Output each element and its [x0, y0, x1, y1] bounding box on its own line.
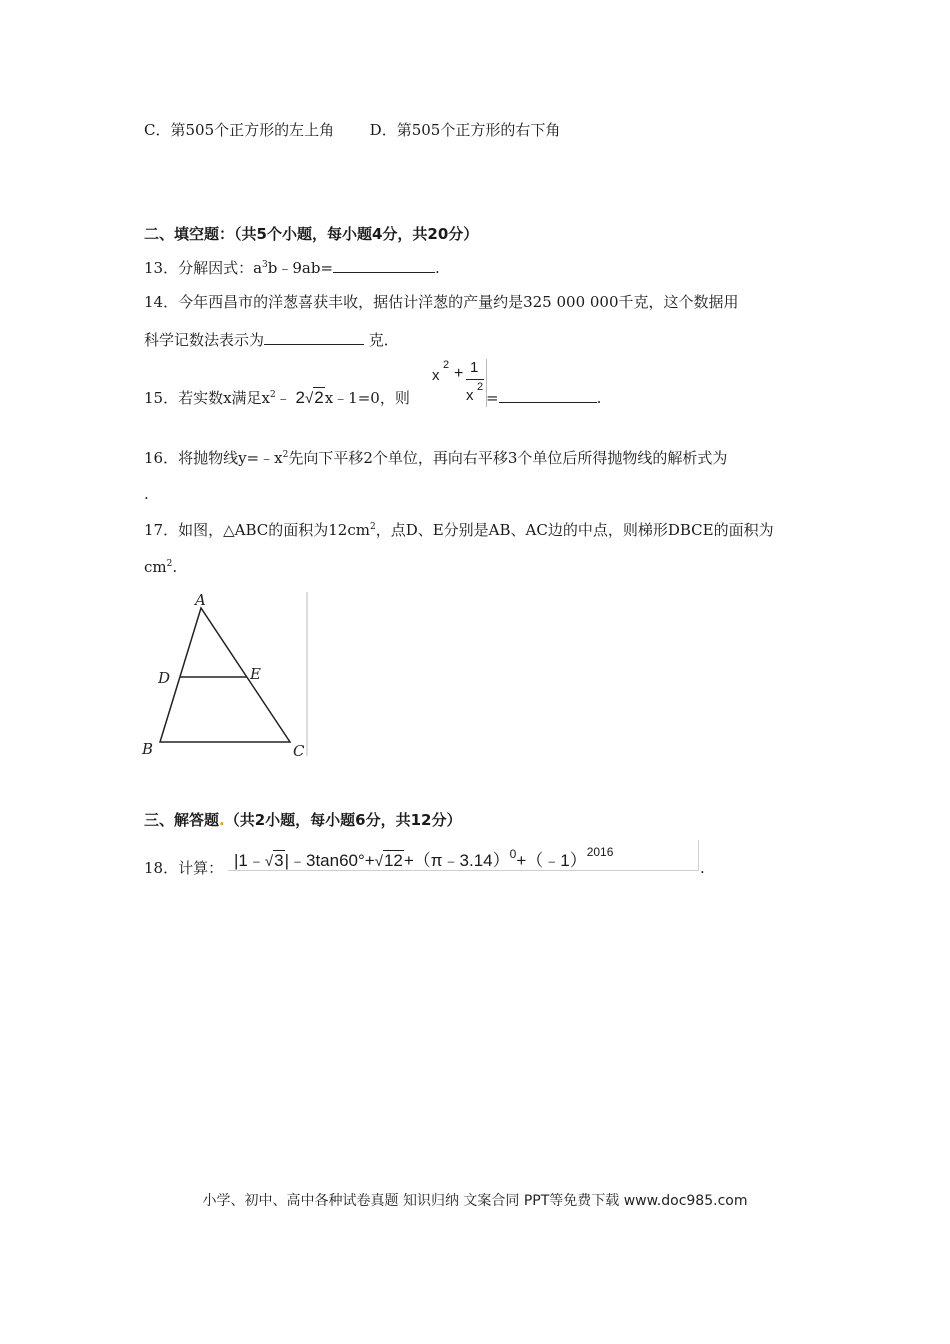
question-18-label: 18．计算： — [144, 859, 224, 877]
question-15: 15．若实数x满足$x^2﹣$ 2√2x﹣1=0，则 — [144, 388, 410, 407]
triangle-figure — [140, 590, 312, 760]
question-17-line2: $cm^2$. — [144, 558, 178, 576]
option-line-cd — [144, 120, 560, 140]
question-17-line1: 17．如图，△ABC的面积为$12cm^2$，点D、E分别是AB、AC边的中点，则梯形DBCE的面积为 — [144, 521, 774, 539]
label-d: D — [158, 669, 171, 687]
question-16-line1: 16．将抛物线$y=﹣x^2$先向下平移2个单位，再向右平移3个单位后所得抛物线的解析式为 — [144, 449, 728, 467]
section-3-title: 三、解答题.（共2小题，每小题6分，共12分） — [144, 811, 462, 829]
answer-blank-15[interactable] — [499, 388, 597, 403]
fraction-bar — [466, 379, 484, 380]
question-16-line2: . — [144, 485, 149, 503]
section-2-title: 二、填空题：（共5个小题，每小题4分，共20分） — [144, 225, 479, 243]
question-14-line1: 14．今年西昌市的洋葱喜获丰收，据估计洋葱的产量约是325 000 000千克，这个数据用 — [144, 293, 739, 311]
two-root-two: 2√2 — [295, 388, 324, 407]
label-c: C — [293, 742, 305, 760]
label-a: A — [195, 591, 206, 609]
fraction-expression: x 2 + 1 x 2 — [430, 357, 492, 409]
label-b: B — [142, 740, 154, 758]
question-13: 13．分解因式：$a^3b﹣9ab=$ . — [144, 259, 440, 277]
label-e: E — [250, 665, 261, 683]
question-14-line2: 科学记数法表示为 克． — [144, 331, 399, 349]
answer-blank-14[interactable] — [264, 330, 364, 345]
answer-blank-13[interactable] — [333, 258, 435, 273]
option-c: C．第505个正方形的左上角 — [144, 121, 335, 139]
question-18-expression: |1﹣√3|﹣3tan60°+√12+（π﹣3.14）$^0$+（﹣1）$^{2016}$ — [228, 840, 699, 871]
question-18-end: . — [700, 859, 705, 877]
footer-text: 小学、初中、高中各种试卷真题 知识归纳 文案合同 PPT等免费下载 www.doc985.com — [202, 1193, 748, 1209]
option-d: D．第505个正方形的右下角 — [369, 121, 561, 139]
question-15-answer: = . — [486, 389, 602, 407]
